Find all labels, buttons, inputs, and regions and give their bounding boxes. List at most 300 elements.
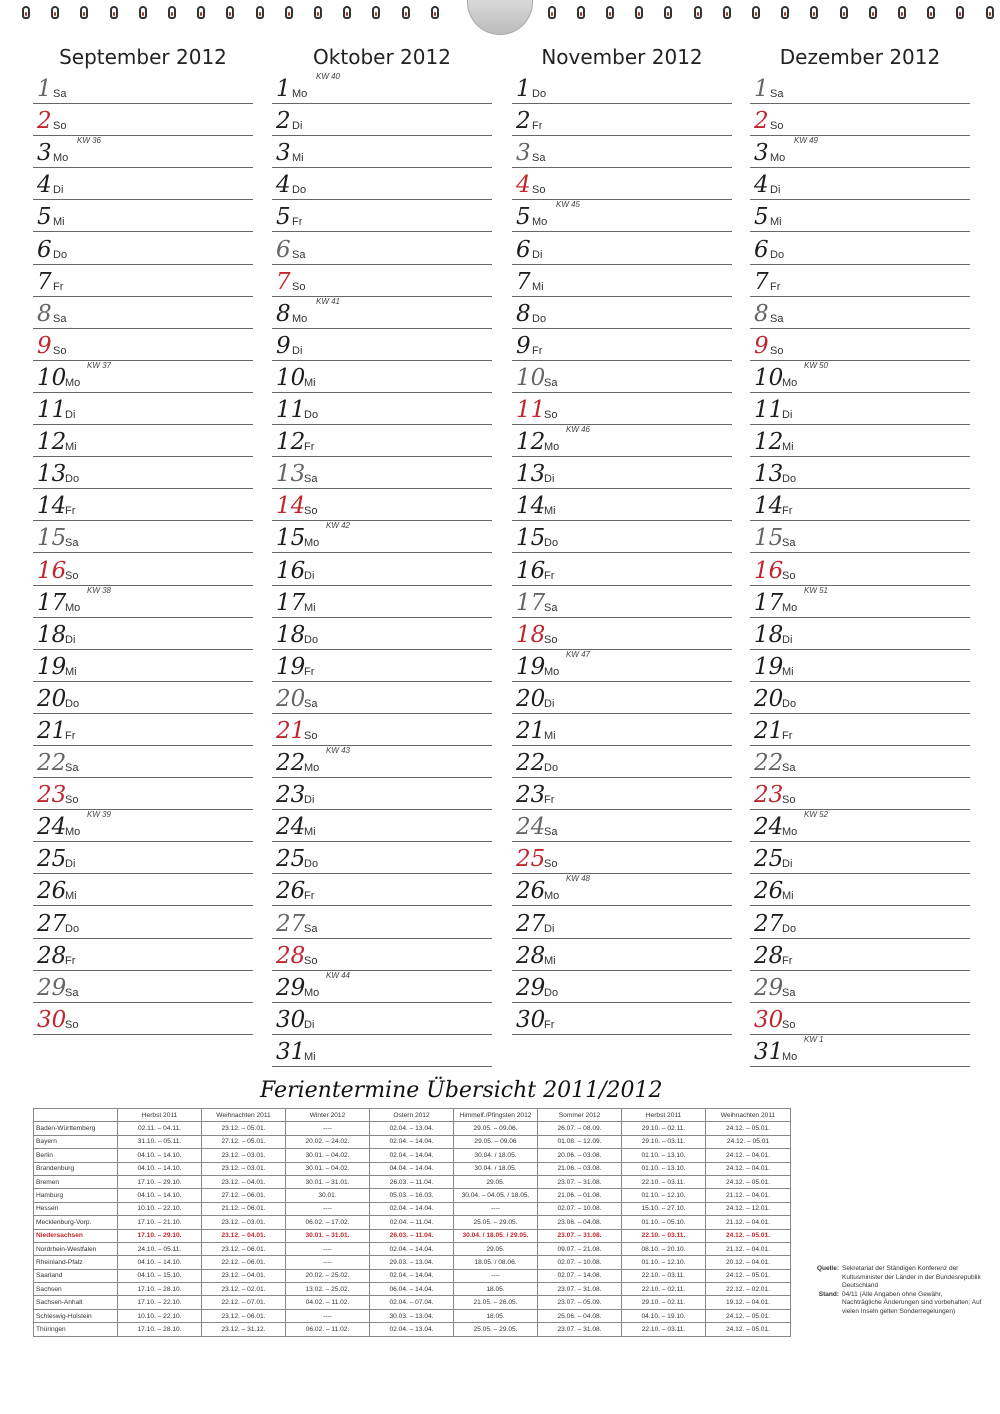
day-number: 25 — [516, 846, 546, 873]
day-number: 11 — [276, 397, 306, 424]
day-row — [33, 425, 253, 457]
binding-ring — [635, 6, 643, 19]
holiday-dates: 23.07. – 31.08. — [538, 1175, 622, 1188]
day-number: 19 — [754, 653, 784, 680]
holiday-dates: 30.04. / 18.05. / 29.05. — [454, 1229, 538, 1242]
weekday-label: Sa — [782, 537, 796, 550]
day-number: 26 — [516, 878, 546, 905]
holiday-dates: 23.12. – 04.01. — [202, 1175, 286, 1188]
weekday-label: Sa — [65, 537, 79, 550]
holiday-dates: 22.10. – 03.11. — [622, 1269, 706, 1282]
weekday-label: Mo — [544, 665, 560, 678]
state-name: Brandenburg — [34, 1162, 118, 1175]
holiday-dates: 02.04. – 14.04. — [370, 1242, 454, 1255]
holiday-dates: 23.07. – 31.08. — [538, 1323, 622, 1336]
day-number: 10 — [754, 364, 784, 391]
holiday-dates: ---- — [286, 1202, 370, 1215]
day-number: 25 — [754, 846, 784, 873]
weekday-label: Mi — [544, 505, 556, 518]
week-number: KW 51 — [804, 585, 829, 595]
holiday-dates: 17.10. – 21.10. — [118, 1216, 202, 1229]
holiday-dates: 21.12. – 04.01. — [706, 1216, 791, 1229]
holidays-body — [34, 1122, 791, 1336]
week-number: KW 48 — [566, 874, 591, 884]
holidays-row — [34, 1269, 791, 1282]
day-row — [33, 810, 253, 842]
day-number: 24 — [37, 814, 67, 841]
day-row — [272, 265, 492, 297]
day-row — [272, 778, 492, 810]
day-row — [750, 72, 970, 104]
day-row — [512, 778, 732, 810]
day-row — [272, 329, 492, 361]
weekday-label: Sa — [304, 473, 318, 486]
day-row — [512, 104, 732, 136]
day-number: 3 — [276, 140, 291, 167]
day-number: 10 — [276, 364, 306, 391]
day-row — [272, 553, 492, 585]
holiday-dates: 29.05. — [454, 1175, 538, 1188]
holidays-column-header: Himmelf./Pfingsten 2012 — [454, 1109, 538, 1122]
day-row — [33, 746, 253, 778]
binding-ring — [431, 6, 439, 19]
holiday-dates: 06.02. – 17.02. — [286, 1216, 370, 1229]
day-row — [272, 586, 492, 618]
holiday-dates: 30.03. – 13.04. — [370, 1309, 454, 1322]
day-number: 8 — [37, 300, 52, 327]
holiday-dates: 30.04. – 04.05. / 18.05. — [454, 1189, 538, 1202]
holiday-dates: 23.12. – 06.01. — [202, 1309, 286, 1322]
day-row — [750, 586, 970, 618]
weekday-label: Mo — [544, 441, 560, 454]
holidays-table — [33, 1108, 791, 1337]
weekday-label: So — [304, 505, 318, 518]
binding-ring — [869, 6, 877, 19]
day-row — [750, 1035, 970, 1067]
day-row — [33, 1003, 253, 1035]
state-name: Hamburg — [34, 1189, 118, 1202]
state-name: Hessen — [34, 1202, 118, 1215]
holiday-dates: 01.10. – 05.10. — [622, 1216, 706, 1229]
holiday-dates: 01.10. – 13.10. — [622, 1149, 706, 1162]
day-row — [512, 521, 732, 553]
weekday-label: Fr — [292, 216, 303, 229]
status-text: 04/11 (Alle Angaben ohne Gewähr, Nachträgliche Änderungen sind vorbehalten; Auf vielen Inseln gelten Sonderregelungen) — [842, 1290, 982, 1315]
day-number: 16 — [754, 557, 784, 584]
weekday-label: Do — [304, 409, 319, 422]
day-row — [750, 746, 970, 778]
day-number: 6 — [754, 236, 769, 263]
day-number: 30 — [516, 1006, 546, 1033]
day-row — [33, 393, 253, 425]
weekday-label: Fr — [544, 569, 555, 582]
day-row — [272, 906, 492, 938]
day-row — [750, 939, 970, 971]
day-number: 11 — [754, 397, 784, 424]
holiday-dates: 17.10. – 22.10. — [118, 1296, 202, 1309]
weekday-label: Mi — [304, 601, 316, 614]
day-row — [750, 297, 970, 329]
day-number: 13 — [37, 461, 67, 488]
weekday-label: Di — [304, 794, 315, 807]
holiday-dates: 26.03. – 11.04. — [370, 1229, 454, 1242]
holiday-dates: 02.04. – 14.04. — [370, 1135, 454, 1148]
day-number: 18 — [754, 621, 784, 648]
weekday-label: Mo — [532, 216, 548, 229]
day-number: 12 — [37, 429, 67, 456]
day-number: 20 — [276, 685, 306, 712]
holiday-dates: 02.07. – 10.08. — [538, 1256, 622, 1269]
holidays-row — [34, 1122, 791, 1135]
day-row — [750, 265, 970, 297]
day-row — [750, 842, 970, 874]
day-number: 1 — [276, 76, 291, 103]
day-number: 4 — [754, 172, 769, 199]
holiday-dates: 08.10. – 20.10. — [622, 1242, 706, 1255]
day-row — [512, 682, 732, 714]
holiday-dates: 17.10. – 29.10. — [118, 1175, 202, 1188]
holiday-dates: 10.10. – 22.10. — [118, 1309, 202, 1322]
holiday-dates: 23.07. – 31.08. — [538, 1229, 622, 1242]
holiday-dates: 18.05. — [454, 1309, 538, 1322]
day-number: 18 — [37, 621, 67, 648]
day-number: 19 — [516, 653, 546, 680]
holiday-dates: 05.03. – 16.03. — [370, 1189, 454, 1202]
day-number: 30 — [276, 1006, 306, 1033]
status-label: Stand: — [818, 1290, 839, 1298]
weekday-label: Mi — [544, 729, 556, 742]
binding-ring — [781, 6, 789, 19]
day-row — [272, 1003, 492, 1035]
weekday-label: Fr — [304, 665, 315, 678]
day-row — [272, 168, 492, 200]
weekday-label: Di — [65, 858, 76, 871]
weekday-label: Mo — [782, 376, 798, 389]
holiday-dates: ---- — [454, 1202, 538, 1215]
day-row — [750, 810, 970, 842]
day-row — [272, 489, 492, 521]
day-number: 22 — [37, 750, 67, 777]
day-row — [512, 168, 732, 200]
weekday-label: Do — [532, 88, 547, 101]
day-row — [512, 361, 732, 393]
holidays-row — [34, 1216, 791, 1229]
week-number: KW 37 — [87, 360, 112, 370]
weekday-label: Mi — [782, 441, 794, 454]
day-row — [272, 361, 492, 393]
holidays-row — [34, 1309, 791, 1322]
holiday-dates: 30.01. — [286, 1189, 370, 1202]
day-row — [272, 457, 492, 489]
day-row — [33, 874, 253, 906]
weekday-label: Fr — [782, 954, 793, 967]
binding-ring — [723, 6, 731, 19]
day-row — [750, 682, 970, 714]
spiral-binding — [0, 0, 1000, 30]
day-number: 8 — [516, 300, 531, 327]
weekday-label: Fr — [532, 120, 543, 133]
day-row — [272, 746, 492, 778]
holiday-dates: 27.12. – 05.01. — [202, 1135, 286, 1148]
holiday-dates: 29.05. – 09.06. — [454, 1122, 538, 1135]
holidays-row — [34, 1256, 791, 1269]
state-name: Sachsen — [34, 1283, 118, 1296]
day-number: 21 — [276, 717, 306, 744]
holiday-dates: 21.12. – 04.01. — [706, 1242, 791, 1255]
day-row — [512, 842, 732, 874]
weekday-label: Fr — [544, 1018, 555, 1031]
holiday-dates: 13.02. – 25.02. — [286, 1283, 370, 1296]
day-number: 27 — [516, 910, 546, 937]
day-number: 24 — [516, 814, 546, 841]
holiday-dates: 02.07. – 14.08. — [538, 1269, 622, 1282]
holiday-dates: 15.10. – 27.10. — [622, 1202, 706, 1215]
holiday-dates: 27.12. – 06.01. — [202, 1189, 286, 1202]
holiday-dates: 02.11. – 04.11. — [118, 1122, 202, 1135]
weekday-label: So — [532, 184, 546, 197]
weekday-label: So — [544, 858, 558, 871]
binding-ring — [577, 6, 585, 19]
day-number: 19 — [276, 653, 306, 680]
week-number: KW 42 — [326, 521, 351, 531]
day-number: 4 — [37, 172, 52, 199]
weekday-label: Mi — [65, 441, 77, 454]
day-number: 31 — [754, 1038, 784, 1065]
weekday-label: Mo — [53, 152, 69, 165]
weekday-label: Di — [544, 922, 555, 935]
week-number: KW 49 — [794, 136, 819, 146]
weekday-label: So — [770, 120, 784, 133]
holiday-dates: 04.10. – 14.10. — [118, 1256, 202, 1269]
holiday-dates: 21.06. – 01.08. — [538, 1189, 622, 1202]
holidays-row — [34, 1229, 791, 1242]
day-number: 26 — [754, 878, 784, 905]
day-row — [272, 971, 492, 1003]
binding-ring — [314, 6, 322, 19]
weekday-label: Di — [532, 248, 543, 261]
weekday-label: Fr — [770, 280, 781, 293]
day-row — [272, 297, 492, 329]
holiday-dates: 20.06. – 03.08. — [538, 1149, 622, 1162]
weekday-label: Fr — [532, 344, 543, 357]
day-number: 29 — [754, 974, 784, 1001]
holiday-dates: 22.10. – 03.11. — [622, 1229, 706, 1242]
day-number: 29 — [516, 974, 546, 1001]
holiday-dates: 04.10. – 19.10. — [622, 1309, 706, 1322]
day-number: 7 — [754, 268, 769, 295]
holiday-dates: 23.07. – 31.08. — [538, 1283, 622, 1296]
weekday-label: Mi — [65, 665, 77, 678]
weekday-label: Sa — [304, 697, 318, 710]
day-number: 22 — [754, 750, 784, 777]
weekday-label: Mi — [65, 890, 77, 903]
day-number: 15 — [37, 525, 67, 552]
day-row — [33, 842, 253, 874]
holiday-dates: 26.03. – 11.04. — [370, 1175, 454, 1188]
weekday-label: Sa — [782, 762, 796, 775]
holiday-dates: 24.12. – 12.01. — [706, 1202, 791, 1215]
weekday-label: Sa — [544, 826, 558, 839]
weekday-label: Mo — [65, 376, 81, 389]
weekday-label: Di — [304, 1018, 315, 1031]
day-row — [272, 104, 492, 136]
day-number: 9 — [37, 332, 52, 359]
holiday-dates: 02.04. – 14.04. — [370, 1149, 454, 1162]
weekday-label: Di — [65, 633, 76, 646]
holidays-row — [34, 1296, 791, 1309]
holiday-dates: 09.07. – 21.08. — [538, 1242, 622, 1255]
holiday-dates: 23.12. – 03.01. — [202, 1216, 286, 1229]
day-row — [512, 971, 732, 1003]
day-number: 14 — [37, 493, 67, 520]
binding-ring — [226, 6, 234, 19]
day-number: 2 — [516, 108, 531, 135]
day-row — [512, 650, 732, 682]
holidays-column-header: Winter 2012 — [286, 1109, 370, 1122]
holiday-dates: 01.10. – 13.10. — [622, 1162, 706, 1175]
day-number: 27 — [276, 910, 306, 937]
weekday-label: Mo — [782, 601, 798, 614]
holiday-dates: 21.12. – 06.01. — [202, 1202, 286, 1215]
binding-ring — [548, 6, 556, 19]
weekday-label: Do — [53, 248, 68, 261]
day-number: 18 — [516, 621, 546, 648]
holiday-dates: 24.12. – 04.01. — [706, 1149, 791, 1162]
holidays-row — [34, 1175, 791, 1188]
day-row — [750, 714, 970, 746]
day-number: 21 — [754, 717, 784, 744]
holiday-dates: 24.12. – 05.01. — [706, 1175, 791, 1188]
weekday-label: So — [65, 1018, 79, 1031]
day-number: 31 — [276, 1038, 306, 1065]
day-number: 5 — [37, 204, 52, 231]
weekday-label: Do — [532, 312, 547, 325]
day-row — [272, 72, 492, 104]
day-number: 30 — [754, 1006, 784, 1033]
binding-ring — [810, 6, 818, 19]
day-row — [272, 842, 492, 874]
binding-ring — [694, 6, 702, 19]
weekday-label: So — [53, 120, 67, 133]
week-number: KW 47 — [566, 649, 591, 659]
holidays-title: Ferientermine Übersicht 2011/2012 — [260, 1078, 663, 1103]
holiday-dates: 23.12. – 04.01. — [202, 1269, 286, 1282]
day-row — [512, 265, 732, 297]
holidays-row — [34, 1162, 791, 1175]
weekday-label: Di — [782, 409, 793, 422]
day-row — [33, 521, 253, 553]
holiday-dates: 23.12. – 03.01. — [202, 1149, 286, 1162]
holiday-dates: 21.06. – 03.08. — [538, 1162, 622, 1175]
weekday-label: So — [782, 1018, 796, 1031]
holiday-dates: 06.04. – 14.04. — [370, 1283, 454, 1296]
day-number: 9 — [516, 332, 531, 359]
day-number: 10 — [516, 364, 546, 391]
day-row — [33, 553, 253, 585]
weekday-label: Di — [304, 569, 315, 582]
day-row — [512, 714, 732, 746]
state-name: Bayern — [34, 1135, 118, 1148]
day-row — [512, 72, 732, 104]
day-row — [750, 618, 970, 650]
day-row — [33, 361, 253, 393]
weekday-label: Fr — [304, 890, 315, 903]
week-number: KW 52 — [804, 810, 829, 820]
holiday-dates: 22.10. – 03.11. — [622, 1323, 706, 1336]
holiday-dates: 04.10. – 14.10. — [118, 1149, 202, 1162]
holiday-dates: 30.01. – 04.02. — [286, 1162, 370, 1175]
holiday-dates: 04.10. – 14.10. — [118, 1189, 202, 1202]
week-number: KW 36 — [77, 136, 102, 146]
holidays-row — [34, 1149, 791, 1162]
holiday-dates: ---- — [286, 1309, 370, 1322]
day-row — [272, 618, 492, 650]
month-title: November 2012 — [541, 45, 703, 69]
weekday-label: Di — [544, 473, 555, 486]
holiday-dates: 24.12. – 05.01. — [706, 1323, 791, 1336]
holiday-dates: 24.12. – 04.01. — [706, 1162, 791, 1175]
day-row — [272, 521, 492, 553]
holiday-dates: 04.10. – 15.10. — [118, 1269, 202, 1282]
state-name: Sachsen-Anhalt — [34, 1296, 118, 1309]
holiday-dates: 24.12. – 05.01 — [706, 1135, 791, 1148]
day-number: 12 — [516, 429, 546, 456]
weekday-label: Do — [304, 633, 319, 646]
day-row — [512, 297, 732, 329]
holiday-dates: 22.12. – 07.01. — [202, 1296, 286, 1309]
month-title: Oktober 2012 — [313, 45, 451, 69]
day-row — [33, 586, 253, 618]
week-number: KW 46 — [566, 425, 591, 435]
day-number: 20 — [516, 685, 546, 712]
day-number: 10 — [37, 364, 67, 391]
holiday-dates: 24.12. – 05.01. — [706, 1122, 791, 1135]
weekday-label: Mi — [304, 826, 316, 839]
weekday-label: Sa — [53, 88, 67, 101]
month-title: Dezember 2012 — [779, 45, 941, 69]
day-row — [272, 232, 492, 264]
day-row — [750, 200, 970, 232]
hanger-hook — [467, 0, 533, 35]
weekday-label: Mi — [53, 216, 65, 229]
holiday-dates: 02.04. – 13.04. — [370, 1323, 454, 1336]
holiday-dates: 25.05. – 29.05. — [454, 1323, 538, 1336]
holiday-dates: 20.02. – 25.02. — [286, 1269, 370, 1282]
holiday-dates: 23.12. – 05.01. — [202, 1122, 286, 1135]
day-row — [33, 906, 253, 938]
weekday-label: Do — [782, 473, 797, 486]
holidays-row — [34, 1135, 791, 1148]
binding-ring — [606, 6, 614, 19]
day-row — [512, 810, 732, 842]
weekday-label: So — [65, 569, 79, 582]
state-name: Saarland — [34, 1269, 118, 1282]
binding-ring — [285, 6, 293, 19]
binding-ring — [402, 6, 410, 19]
holidays-column-header — [34, 1109, 118, 1122]
weekday-label: Di — [53, 184, 64, 197]
binding-ring — [51, 6, 59, 19]
weekday-label: Di — [292, 120, 303, 133]
holidays-header-row — [34, 1109, 791, 1122]
day-row — [512, 136, 732, 168]
binding-ring — [898, 6, 906, 19]
week-number: KW 50 — [804, 360, 829, 370]
holiday-dates: 20.12. – 04.01. — [706, 1256, 791, 1269]
binding-ring — [256, 6, 264, 19]
day-number: 28 — [754, 942, 784, 969]
month-column — [512, 42, 732, 1035]
